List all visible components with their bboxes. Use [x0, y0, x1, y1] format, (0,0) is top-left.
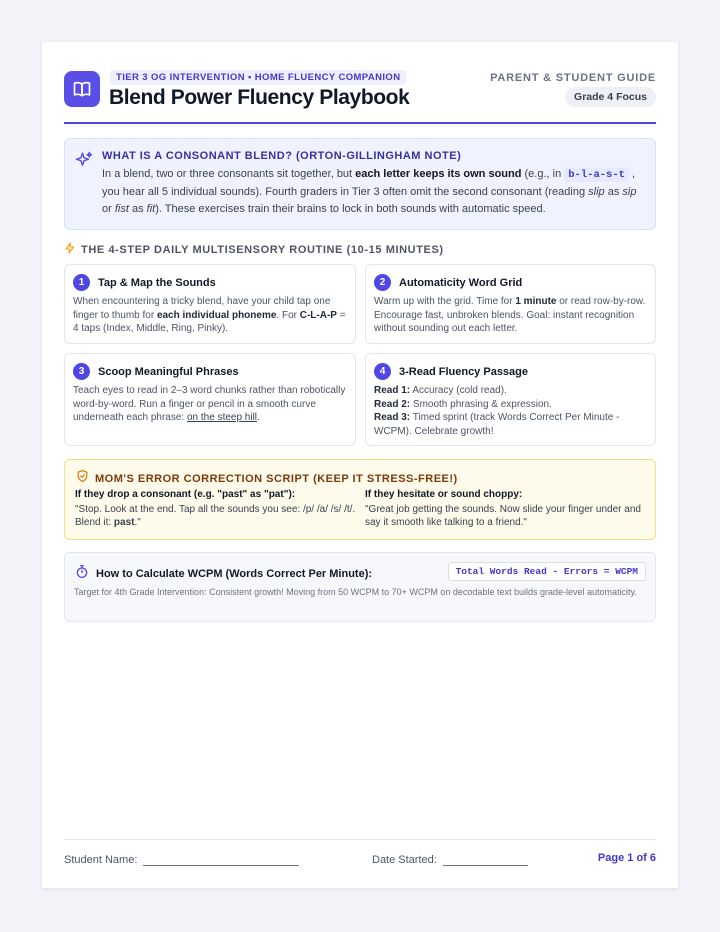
error-script-title: MOM'S ERROR CORRECTION SCRIPT (KEEP IT STRESS-FREE!): [95, 472, 458, 485]
read-1: Read 1: Accuracy (cold read).: [374, 385, 507, 396]
error-script-left: If they drop a consonant (e.g. "past" as "pat"): "Stop. Look at the end. Tap all the sounds you see: /p/ /a/ /s/ /t/. Blend it: past.": [75, 489, 356, 528]
wcpm-box: [64, 552, 656, 622]
date-started-line[interactable]: [443, 854, 528, 866]
student-name-line[interactable]: [143, 854, 299, 866]
read-2: Read 2: Smooth phrasing & expression.: [374, 398, 552, 410]
routine-title: THE 4-STEP DAILY MULTISENSORY ROUTINE (10-15 MINUTES): [81, 244, 444, 256]
grade-badge: Grade 4 Focus: [565, 87, 656, 107]
phrase-example: on the steep hill: [186, 412, 258, 423]
page-footer: [64, 839, 656, 869]
step-body: When encountering a tricky blend, have your child tap one finger to thumb for each individual phoneme. For C-L-A-P = 4 taps (Index, Middle, Ring, Pinky).: [73, 296, 346, 334]
student-name-label: Student Name:: [64, 854, 138, 866]
error-correction-script: [64, 459, 656, 540]
info-title: WHAT IS A CONSONANT BLEND? (ORTON-GILLINGHAM NOTE): [102, 150, 462, 162]
step-number: 2: [374, 274, 391, 291]
step-card-4: [365, 353, 656, 446]
wcpm-title: How to Calculate WCPM (Words Correct Per Minute):: [96, 568, 373, 580]
step-card-1: [64, 264, 356, 344]
step-body: Teach eyes to read in 2–3 word chunks rather than robotically word-by-word. Run a finger or pencil in a smooth curve underneath each phrase: on the steep hill.: [73, 385, 346, 423]
sparkles-icon: [75, 151, 93, 174]
guide-label: PARENT & STUDENT GUIDE: [490, 72, 656, 84]
step-number: 4: [374, 363, 391, 380]
shield-check-icon: [76, 469, 89, 488]
book-icon: [64, 71, 100, 107]
step-number: 1: [73, 274, 90, 291]
error-script-right: If they hesitate or sound choppy: "Great job getting the sounds. Now slide your finger under and say it smooth like talking to a friend.": [365, 489, 641, 528]
routine-heading: [64, 242, 444, 258]
date-started-field[interactable]: [372, 854, 528, 866]
step-card-2: [365, 264, 656, 344]
step-body: Warm up with the grid. Time for 1 minute or read row-by-row. Encourage fast, unbroken blends. Goal: instant recognition without sounding out each letter.: [374, 296, 646, 334]
lightning-icon: [64, 241, 76, 260]
page-header: [64, 68, 656, 124]
page-title: Blend Power Fluency Playbook: [109, 86, 410, 109]
wcpm-formula: Total Words Read - Errors = WCPM: [448, 562, 646, 581]
blend-example-code: b-l-a-s-t: [564, 168, 629, 182]
step-body: [374, 384, 647, 438]
step-card-3: [64, 353, 356, 446]
step-title: 3-Read Fluency Passage: [399, 365, 529, 378]
step-number: 3: [73, 363, 90, 380]
step-title: Automaticity Word Grid: [399, 276, 523, 289]
read-3: Read 3: Timed sprint (track Words Correct Per Minute - WCPM). Celebrate growth!: [374, 412, 620, 437]
step-title: Scoop Meaningful Phrases: [98, 365, 239, 378]
step-title: Tap & Map the Sounds: [98, 276, 216, 289]
page-number: Page 1 of 6: [597, 852, 656, 864]
program-kicker: TIER 3 OG INTERVENTION • HOME FLUENCY COMPANION: [110, 70, 406, 85]
document-page: [42, 42, 678, 888]
student-name-field[interactable]: [64, 854, 299, 866]
wcpm-note: Target for 4th Grade Intervention: Consistent growth! Moving from 50 WCPM to 70+ WCPM on decodable text builds grade-level automaticity.: [74, 587, 637, 597]
date-started-label: Date Started:: [372, 854, 437, 866]
consonant-blend-note: [64, 138, 656, 230]
info-body: In a blend, two or three consonants sit together, but each letter keeps its own sound (e.g., in b-l-a-s-t , you hear all 5 individual sounds). Fourth graders in Tier 3 often omit the second consonant (reading slip as sip or fist as fit). These exercises train their brains to lock in both sounds with automatic speed.: [102, 168, 637, 215]
stopwatch-icon: [75, 564, 89, 584]
